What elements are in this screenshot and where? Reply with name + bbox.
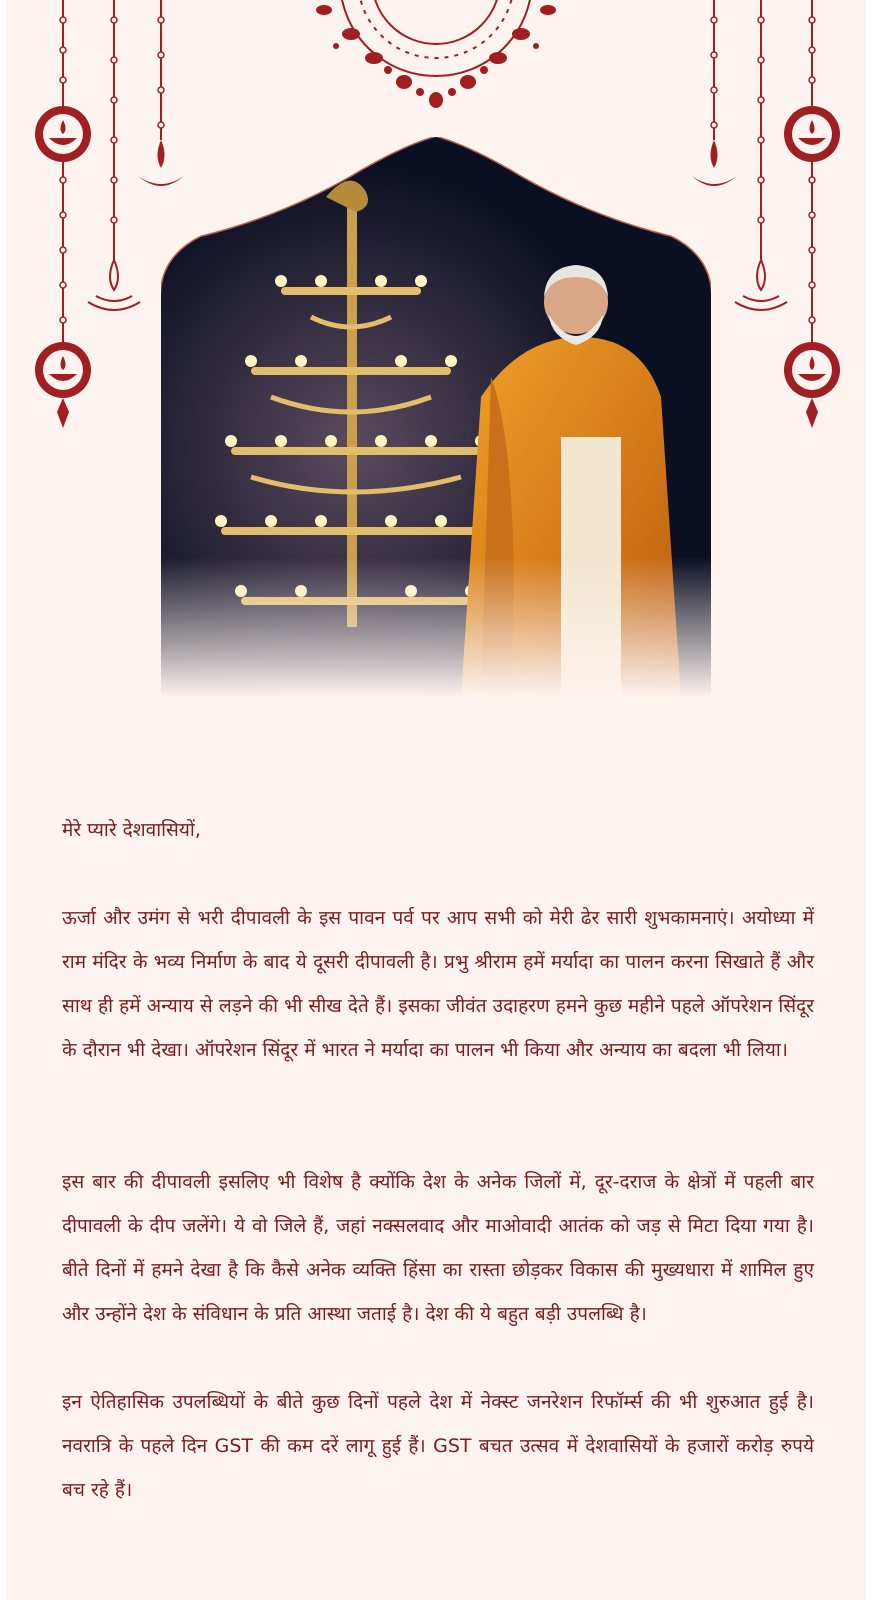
letter-greeting: मेरे प्यारे देशवासियों,: [62, 819, 201, 841]
mandala-petals: [316, 5, 556, 108]
hero-photo: [161, 137, 711, 697]
mandala-icon: [340, 0, 532, 76]
letter-body: [62, 808, 814, 1512]
letter-paragraph-2: इस बार की दीपावली इसलिए भी विशेष है क्योंकि देश के अनेक जिलों में, दूर-दराज के क्षेत्रों में पहली बार दीपावली के दीप जलेंगे। ये वो जिले हैं, जहां नक्सलवाद और माओवादी आतंक को जड़ से मिटा दिया गया है। बीते दिनों में हमने देखा है कि कैसे अनेक व्यक्ति हिंसा का रास्ता छोड़कर विकास की मुख्यधारा में शामिल हुए और उन्होंने देश के संविधान के प्रति आस्था जताई है। देश की ये बहुत बड़ी उपलब्धि है।: [62, 1171, 814, 1325]
letter-paragraph-3: इन ऐतिहासिक उपलब्धियों के बीते कुछ दिनों पहले देश में नेक्स्ट जनरेशन रिफॉर्म्स की भी शुरुआत हुई है। नवरात्रि के पहले दिन GST की कम दरें लागू हुई हैं। GST बचत उत्सव में देशवासियों के हजारों करोड़ रुपये बच रहे हैं।: [62, 1391, 814, 1501]
letter-page: [6, 0, 866, 1600]
letter-paragraph-1: ऊर्जा और उमंग से भरी दीपावली के इस पावन पर्व पर आप सभी को मेरी ढेर सारी शुभकामनाएं। अयोध्या में राम मंदिर के भव्य निर्माण के बाद ये दूसरी दीपावली है। प्रभु श्रीराम हमें मर्यादा का पालन करना सिखाते हैं और साथ ही हमें अन्याय से लड़ने की भी सीख देते हैं। इसका जीवंत उदाहरण हमने कुछ महीने पहले ऑपरेशन सिंदूर के दौरान भी देखा। ऑपरेशन सिंदूर में भारत ने मर्यादा का पालन भी किया और अन्याय का बदला भी लिया।: [62, 907, 814, 1061]
